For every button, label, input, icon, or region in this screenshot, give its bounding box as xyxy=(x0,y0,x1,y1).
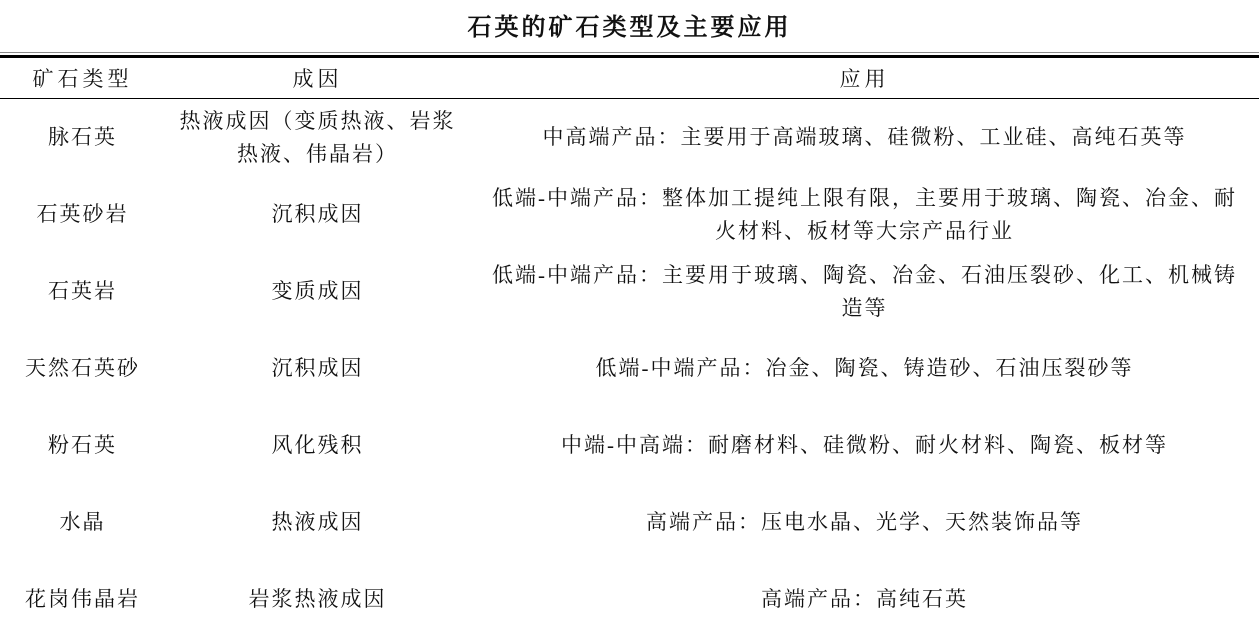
ore-type-cell: 天然石英砂 xyxy=(25,356,140,381)
table-row xyxy=(0,253,1259,330)
table-row xyxy=(0,176,1259,253)
header-application: 应用 xyxy=(470,58,1259,99)
table-row xyxy=(0,99,1259,177)
table-row xyxy=(0,330,1259,407)
ore-type-cell: 水晶 xyxy=(59,510,106,535)
application-cell: 低端-中端产品：主要用于玻璃、陶瓷、冶金、石油压裂砂、化工、机械铸造等 xyxy=(492,262,1237,320)
application-cell: 低端-中端产品：冶金、陶瓷、铸造砂、石油压裂砂等 xyxy=(595,356,1134,381)
genesis-cell: 岩浆热液成因 xyxy=(248,587,387,612)
application-cell: 低端-中端产品：整体加工提纯上限有限，主要用于玻璃、陶瓷、冶金、耐火材料、板材等大宗产品行业 xyxy=(492,185,1237,243)
genesis-cell: 风化残积 xyxy=(271,433,364,458)
ore-type-cell: 脉石英 xyxy=(48,125,117,150)
ore-type-cell: 石英砂岩 xyxy=(36,202,129,227)
application-cell: 中高端产品：主要用于高端玻璃、硅微粉、工业硅、高纯石英等 xyxy=(542,125,1187,150)
genesis-cell: 热液成因 xyxy=(271,510,364,535)
application-cell: 中端-中高端：耐磨材料、硅微粉、耐火材料、陶瓷、板材等 xyxy=(561,433,1168,458)
table-row xyxy=(0,561,1259,631)
ore-type-cell: 粉石英 xyxy=(48,433,117,458)
quartz-ore-table xyxy=(0,58,1259,631)
header-genesis: 成因 xyxy=(165,58,470,99)
genesis-cell: 沉积成因 xyxy=(271,202,364,227)
table-title: 石英的矿石类型及主要应用 xyxy=(467,15,792,41)
genesis-cell: 沉积成因 xyxy=(271,356,364,381)
table-row xyxy=(0,407,1259,484)
genesis-cell: 变质成因 xyxy=(271,279,364,304)
application-cell: 高端产品：压电水晶、光学、天然装饰品等 xyxy=(646,510,1083,535)
genesis-cell: 热液成因（变质热液、岩浆热液、伟晶岩） xyxy=(179,108,456,166)
table-row xyxy=(0,484,1259,561)
ore-type-cell: 石英岩 xyxy=(48,279,117,304)
application-cell: 高端产品：高纯石英 xyxy=(761,587,968,612)
ore-type-cell: 花岗伟晶岩 xyxy=(25,587,140,612)
header-ore-type: 矿石类型 xyxy=(0,58,165,99)
table-header-row xyxy=(0,58,1259,99)
